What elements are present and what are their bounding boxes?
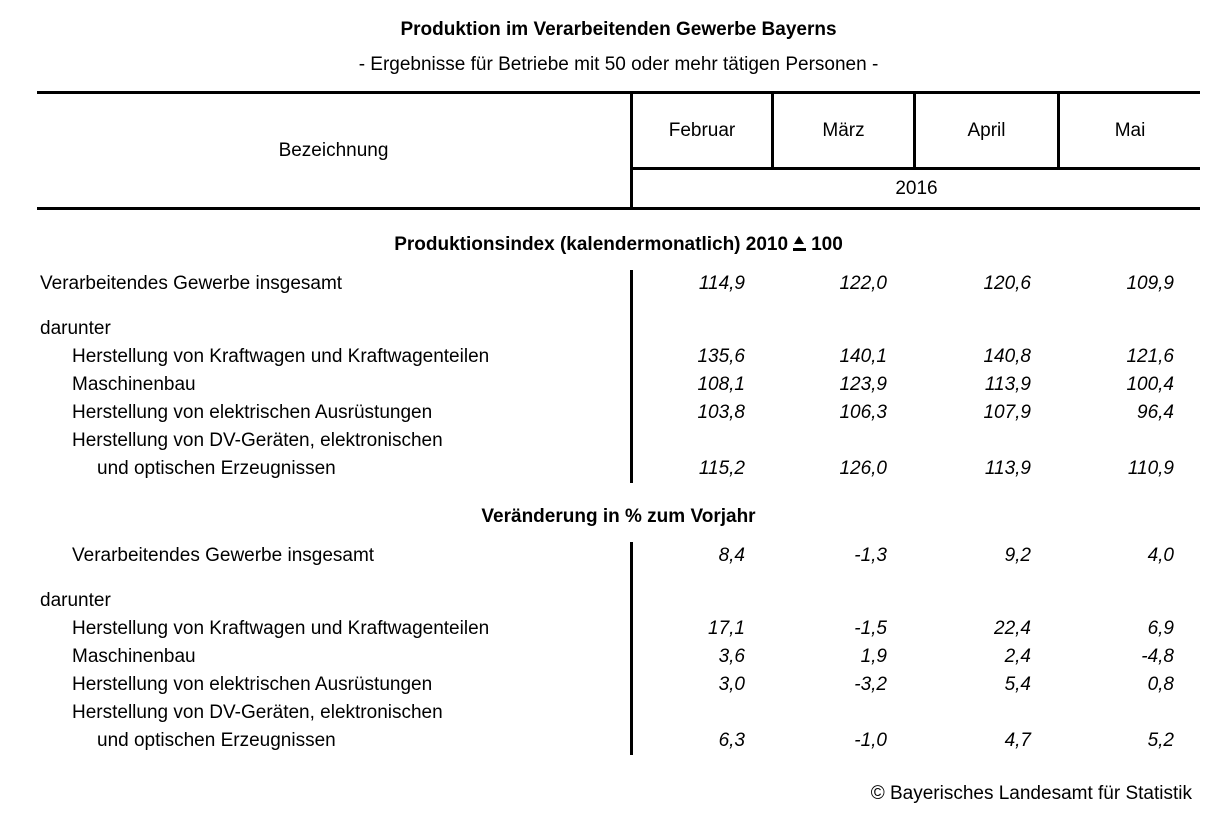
value-cell <box>913 315 1057 343</box>
row-label: Verarbeitendes Gewerbe insgesamt <box>40 273 343 294</box>
value-cell <box>630 315 771 343</box>
value-cell <box>1057 699 1200 727</box>
value-cell: -3,2 <box>854 674 887 695</box>
value-cell: 126,0 <box>839 458 887 479</box>
value-cell <box>771 315 913 343</box>
value-cell <box>630 699 771 727</box>
value-cell: 135,6 <box>697 346 745 367</box>
value-cell <box>771 699 913 727</box>
copyright-notice: © Bayerisches Landesamt für Statistik <box>870 783 1192 804</box>
column-header-mai: Mai <box>1057 94 1200 170</box>
row-label: Herstellung von elektrischen Ausrüstungen <box>72 674 433 695</box>
row-label: Herstellung von elektrischen Ausrüstungen <box>72 402 433 423</box>
table-row <box>37 343 1200 371</box>
value-cell <box>630 587 771 615</box>
table-row <box>37 371 1200 399</box>
page <box>37 0 1200 805</box>
value-cell: 113,9 <box>984 374 1031 395</box>
section-title-veraenderung: Veränderung in % zum Vorjahr <box>481 506 756 527</box>
table-row <box>37 315 1200 343</box>
value-cell: 4,7 <box>1004 730 1031 751</box>
table-row <box>37 615 1200 643</box>
value-cell: 106,3 <box>839 402 887 423</box>
value-cell: 96,4 <box>1137 402 1174 423</box>
value-cell: -1,3 <box>854 545 887 566</box>
value-cell <box>913 699 1057 727</box>
row-spacer <box>37 570 1200 587</box>
value-cell <box>1057 427 1200 455</box>
value-cell: -1,0 <box>854 730 887 751</box>
row-spacer <box>37 298 1200 315</box>
section-produktionsindex-body <box>37 270 1200 483</box>
value-cell: 0,8 <box>1147 674 1174 695</box>
value-cell: 5,2 <box>1147 730 1174 751</box>
value-cell: -1,5 <box>854 618 887 639</box>
value-cell: 22,4 <box>994 618 1031 639</box>
table-row <box>37 455 1200 483</box>
table-row <box>37 542 1200 570</box>
value-cell <box>771 427 913 455</box>
section-veraenderung-body <box>37 542 1200 755</box>
value-cell <box>630 427 771 455</box>
table-row <box>37 671 1200 699</box>
row-label: darunter <box>40 590 111 611</box>
value-cell: 115,2 <box>698 458 745 479</box>
value-cell: 3,0 <box>718 674 745 695</box>
row-label: Herstellung von DV-Geräten, elektronischen <box>72 702 443 723</box>
row-label: Maschinenbau <box>72 646 196 667</box>
table-row <box>37 399 1200 427</box>
table-header <box>37 91 1200 210</box>
value-cell: 1,9 <box>860 646 887 667</box>
row-label: und optischen Erzeugnissen <box>97 458 336 479</box>
table-row <box>37 727 1200 755</box>
row-label: darunter <box>40 318 111 339</box>
value-cell: -4,8 <box>1141 646 1174 667</box>
row-label: Herstellung von DV-Geräten, elektronischen <box>72 430 443 451</box>
value-cell: 120,6 <box>983 273 1031 294</box>
value-cell: 9,2 <box>1004 545 1031 566</box>
value-cell: 140,1 <box>839 346 887 367</box>
section-title-text: Produktionsindex (kalendermonatlich) 2010 <box>394 234 789 255</box>
column-header-februar: Februar <box>630 94 771 170</box>
value-cell: 6,3 <box>718 730 745 751</box>
value-cell <box>1057 587 1200 615</box>
column-header-maerz: März <box>771 94 913 170</box>
section-title-produktionsindex <box>37 235 1200 255</box>
value-cell: 2,4 <box>1004 646 1031 667</box>
row-label: Herstellung von Kraftwagen und Kraftwagenteilen <box>72 618 490 639</box>
value-cell: 108,1 <box>697 374 745 395</box>
table-row <box>37 587 1200 615</box>
value-cell: 17,1 <box>708 618 745 639</box>
value-cell: 5,4 <box>1004 674 1031 695</box>
row-label: und optischen Erzeugnissen <box>97 730 336 751</box>
value-cell <box>771 587 913 615</box>
value-cell: 103,8 <box>697 402 745 423</box>
page-title: Produktion im Verarbeitenden Gewerbe Bayerns <box>400 19 837 40</box>
value-cell: 113,9 <box>984 458 1031 479</box>
value-cell: 114,9 <box>698 273 745 294</box>
section-title-text: 100 <box>811 234 843 255</box>
table-row <box>37 643 1200 671</box>
row-label: Verarbeitendes Gewerbe insgesamt <box>72 545 375 566</box>
table-row <box>37 699 1200 727</box>
year-header: 2016 <box>630 170 1200 207</box>
value-cell <box>913 587 1057 615</box>
value-cell: 109,9 <box>1126 273 1174 294</box>
value-cell: 122,0 <box>839 273 887 294</box>
value-cell: 107,9 <box>983 402 1031 423</box>
value-cell: 3,6 <box>718 646 745 667</box>
table-row <box>37 427 1200 455</box>
value-cell: 121,6 <box>1126 346 1174 367</box>
value-cell <box>1057 315 1200 343</box>
value-cell: 140,8 <box>983 346 1031 367</box>
value-cell: 100,4 <box>1126 374 1174 395</box>
value-cell: 110,9 <box>1127 458 1174 479</box>
row-label: Maschinenbau <box>72 374 196 395</box>
value-cell: 123,9 <box>839 374 887 395</box>
value-cell <box>913 427 1057 455</box>
value-cell: 4,0 <box>1147 545 1174 566</box>
value-cell: 6,9 <box>1147 618 1174 639</box>
column-header-april: April <box>913 94 1057 170</box>
page-subtitle: - Ergebnisse für Betriebe mit 50 oder mehr tätigen Personen - <box>358 54 879 75</box>
value-cell: 8,4 <box>718 545 745 566</box>
table-row <box>37 270 1200 298</box>
column-header-bezeichnung: Bezeichnung <box>278 139 389 161</box>
corresponds-to-icon <box>793 236 806 251</box>
row-label: Herstellung von Kraftwagen und Kraftwagenteilen <box>72 346 490 367</box>
